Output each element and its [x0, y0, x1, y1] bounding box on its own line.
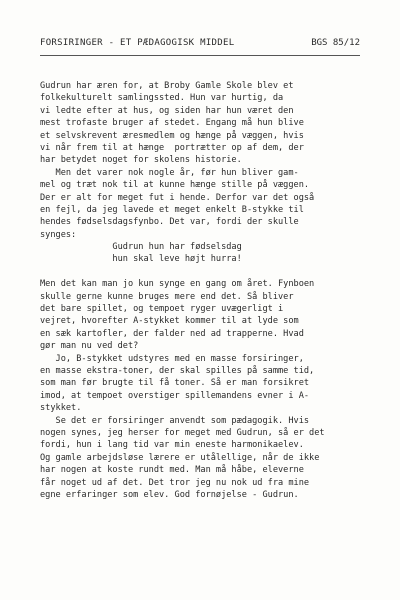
text-line: får noget ud af det. Det tror jeg nu nok ud fra mine	[40, 477, 310, 488]
text-line: vi ledte efter at hus, og siden har hun været den	[40, 105, 294, 116]
text-line: stykket.	[40, 403, 82, 414]
text-line: hendes fødselsdagsfynbo. Det var, fordi der skulle	[40, 217, 299, 228]
text-line: fordi, hun i lang tid var min eneste harmonikaelev.	[40, 440, 304, 451]
text-line: folkekulturelt samlingssted. Hun var hurtig, da	[40, 93, 284, 104]
document-reference: BGS 85/12	[311, 38, 360, 48]
text-line: hun skal leve højt hurra!	[40, 254, 242, 265]
text-line: vejret, hvorefter A-stykket kommer til at lyde som	[40, 316, 299, 327]
text-line: Men det kan man jo kun synge en gang om året. Fynboen	[40, 279, 315, 290]
text-line: gør man nu ved det?	[40, 341, 139, 352]
text-line: synges:	[40, 229, 77, 240]
text-line: en sæk kartofler, der falder ned ad trapperne. Hvad	[40, 328, 304, 339]
document-body	[40, 80, 370, 501]
text-line: skulle gerne kunne bruges mere end det. Så bliver	[40, 291, 294, 302]
text-line: Jo, B-stykket udstyres med en masse forsiringer,	[40, 353, 304, 364]
text-line: som man før brugte til få toner. Så er man forsikret	[40, 378, 310, 389]
text-line: har nogen at koste rundt med. Man må håbe, eleverne	[40, 465, 304, 476]
text-line: en masse ekstra-toner, der skal spilles på samme tid,	[40, 365, 315, 376]
text-line: imod, at tempoet overstiger spillemandens evner i A-	[40, 390, 310, 401]
text-line: en fejl, da jeg lavede et meget enkelt B-stykke til	[40, 204, 304, 215]
text-line: mel og træt nok til at kunne hænge stille på væggen.	[40, 180, 310, 191]
text-line: nogen synes, jeg herser for meget med Gudrun, så er det	[40, 427, 325, 438]
text-line: et selvskrevent æresmedlem og hænge på væggen, hvis	[40, 130, 304, 141]
text-line: vi når frem til at hænge portrætter op af dem, der	[40, 142, 304, 153]
text-line: Gudrun har æren for, at Broby Gamle Skole blev et	[40, 81, 294, 91]
paragraph-gap	[40, 266, 370, 278]
text-line: det bare spillet, og tempoet ryger uvægerligt i	[40, 304, 284, 315]
header-divider	[40, 55, 360, 56]
text-line: mest trofaste bruger af stedet. Engang må hun blive	[40, 118, 304, 129]
text-line: egne erfaringer som elev. God fornøjelse - Gudrun.	[40, 489, 299, 500]
text-line: Men det varer nok nogle år, før hun bliver gam-	[40, 167, 299, 178]
text-line: Se det er forsiringer anvendt som pædagogik. Hvis	[40, 415, 310, 426]
text-line: Og gamle arbejdsløse lærere er utålellige, når de ikke	[40, 452, 320, 463]
text-line: Gudrun hun har fødselsdag	[40, 242, 242, 253]
text-line: har betydet noget for skolens historie.	[40, 155, 242, 166]
page-header	[40, 38, 360, 52]
document-title: FORSIRINGER - ET PÆDAGOGISK MIDDEL	[40, 38, 235, 48]
text-line: Der er alt for meget fut i hende. Derfor var det også	[40, 192, 315, 203]
